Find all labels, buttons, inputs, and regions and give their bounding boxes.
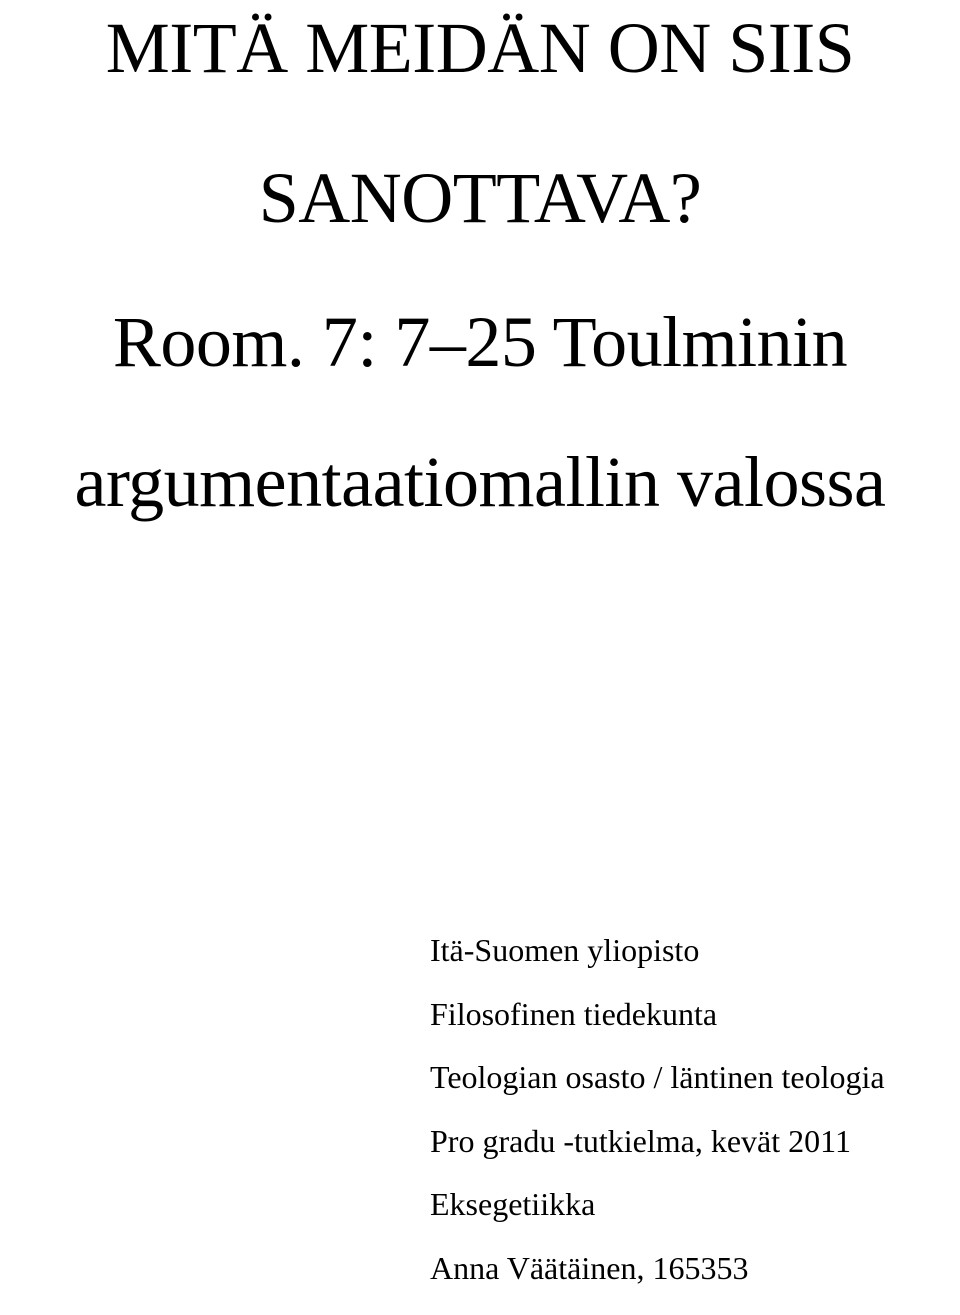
subtitle-line-2: argumentaatiomallin valossa [74, 442, 886, 522]
author-name: Anna Väätäinen, 165353 [430, 1249, 749, 1286]
faculty-name: Filosofinen tiedekunta [430, 995, 718, 1032]
subtitle-line-1: Room. 7: 7–25 Toulminin [112, 302, 848, 382]
university-name: Itä-Suomen yliopisto [430, 932, 700, 968]
thesis-type: Pro gradu -tutkielma, kevät 2011 [430, 1122, 851, 1159]
title-line-2: SANOTTAVA? [258, 158, 702, 238]
author-info-block [430, 934, 960, 1315]
title-line-1: MITÄ MEIDÄN ON SIIS [105, 8, 855, 88]
department-name: Teologian osasto / läntinen teologia [430, 1059, 885, 1095]
subject-name: Eksegetiikka [430, 1186, 596, 1222]
